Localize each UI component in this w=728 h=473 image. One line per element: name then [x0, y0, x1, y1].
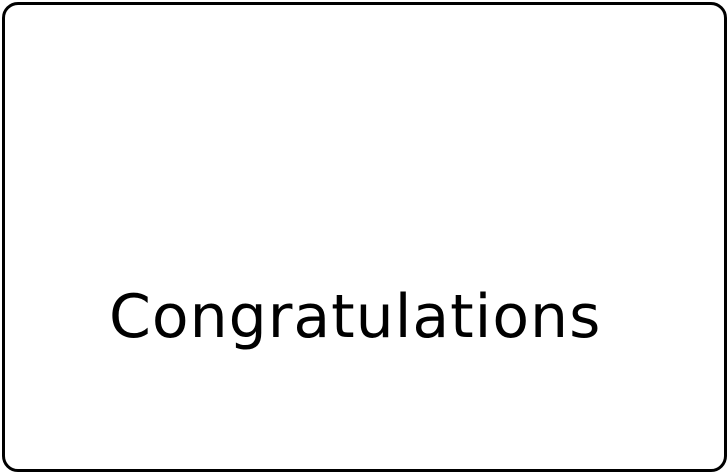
greeting-card — [2, 2, 727, 472]
congratulations-text: Congratulations — [109, 282, 602, 352]
